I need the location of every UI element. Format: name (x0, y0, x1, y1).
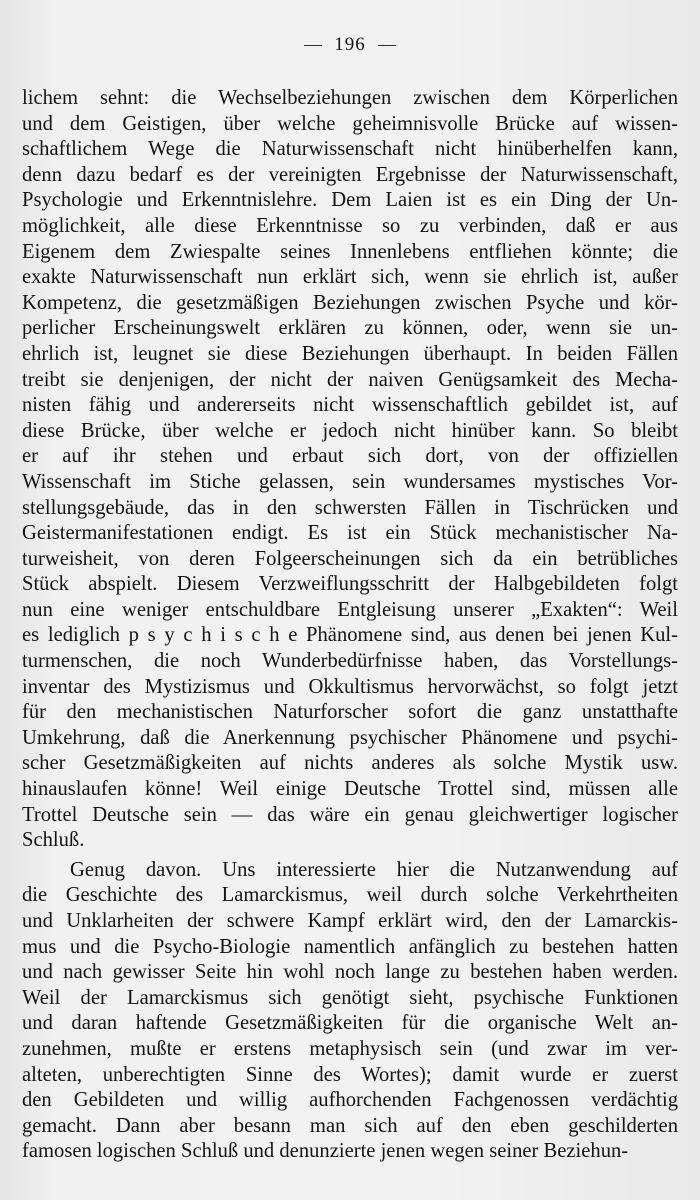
text-line: scher Gesetzmäßigkeiten auf nichts anderes als solche Mystik usw. (22, 752, 678, 775)
header-dash-right (378, 45, 396, 46)
text-line: famosen logischen Schluß und denunzierte jenen wegen seiner Beziehun- (22, 1140, 629, 1163)
text-line: und dem Geistigen, über welche geheimnisvolle Brücke auf wissen- (22, 112, 678, 135)
text-line: die Geschichte des Lamarckismus, weil durch solche Verkehrtheiten (22, 884, 678, 907)
text-line: und nach gewisser Seite hin wohl noch lange zu bestehen haben werden. (22, 961, 678, 984)
text-line: und Unklarheiten der schwere Kampf erklärt wird, den der Lamarckis- (22, 910, 678, 932)
paragraph (22, 86, 678, 854)
paragraph (22, 858, 678, 1165)
text-line: Umkehrung, daß die Anerkennung psychischer Phänomene und psychi- (22, 726, 678, 749)
text-line: schaftlichem Wege die Naturwissenschaft nicht hinüberhelfen kann, (22, 138, 678, 161)
text-line: turweisheit, von deren Folgeerscheinungen sich da ein betrübliches (22, 547, 678, 570)
text-line: diese Brücke, über welche er jedoch nicht hinüber kann. So bleibt (22, 419, 678, 442)
text-line: er auf ihr stehen und erbaut sich dort, von der offiziellen (22, 445, 678, 468)
text-line: exakte Naturwissenschaft nun erklärt sich, wenn sie ehrlich ist, außer (22, 266, 678, 289)
text-line: inventar des Mystizismus und Okkultismus hervorwächst, so folgt jetzt (22, 675, 678, 698)
text-line: den Gebildeten und willig aufhorchenden Fachgenossen verdächtig (22, 1089, 678, 1112)
text-line: nisten fähig und andererseits nicht wissenschaftlich gebildet ist, auf (22, 394, 678, 417)
text-line: und daran haftende Gesetzmäßigkeiten für die organische Welt an- (22, 1012, 678, 1035)
text-line: für den mechanistischen Naturforscher sofort die ganz unstatthafte (22, 701, 678, 724)
page-number: 196 (334, 34, 366, 55)
text-line: Kompetenz, die gesetzmäßigen Beziehungen zwischen Psyche und kör- (22, 291, 678, 314)
body-text (22, 86, 678, 1165)
page-header (0, 34, 700, 56)
text-line: möglichkeit, alle diese Erkenntnisse so zu verbinden, daß er aus (22, 214, 678, 237)
header-dash-left (304, 45, 322, 46)
text-line: Stück abspielt. Diesem Verzweiflungsschritt der Halbgebildeten folgt (22, 573, 678, 596)
text-line: Psychologie und Erkenntnislehre. Dem Laien ist es ein Ding der Un- (22, 189, 678, 212)
text-line: nun eine weniger entschuldbare Entgleisung unserer „Exakten“: Weil (22, 598, 678, 621)
text-line: treibt sie denjenigen, der nicht der naiven Genügsamkeit des Mecha- (22, 368, 678, 391)
text-line: Schluß. (22, 829, 85, 852)
text-line: lichem sehnt: die Wechselbeziehungen zwischen dem Körperlichen (22, 87, 678, 109)
text-line: gemacht. Dann aber besann man sich auf den eben geschilderten (22, 1114, 678, 1137)
text-line: Genug davon. Uns interessierte hier die Nutzanwendung auf (70, 858, 678, 881)
text-line: stellungsgebäude, das in den schwersten Fällen in Tischrücken und (22, 496, 678, 519)
text-line: es lediglich p s y c h i s c h e Phänomene sind, aus denen bei jenen Kul- (22, 624, 678, 647)
text-line: Wissenschaft im Stiche gelassen, sein wundersames mystisches Vor- (22, 470, 678, 493)
text-line: zunehmen, mußte er erstens metaphysisch sein (und zwar im ver- (22, 1037, 678, 1060)
text-line: Trottel Deutsche sein — das wäre ein genau gleichwertiger logischer (22, 803, 678, 826)
text-line: Eigenem dem Zwiespalte seines Innenlebens entfliehen könnte; die (22, 240, 678, 263)
text-line: hinauslaufen könne! Weil einige Deutsche Trottel sind, müssen alle (22, 778, 678, 801)
text-line: ehrlich ist, leugnet sie diese Beziehungen überhaupt. In beiden Fällen (22, 342, 678, 365)
text-line: denn dazu bedarf es der vereinigten Ergebnisse der Naturwissenschaft, (22, 163, 678, 186)
text-line: Geistermanifestationen endigt. Es ist ein Stück mechanistischer Na- (22, 522, 678, 545)
text-line: turmenschen, die noch Wunderbedürfnisse haben, das Vorstellungs- (22, 650, 678, 673)
text-line: Weil der Lamarckismus sich genötigt sieht, psychische Funktionen (22, 986, 678, 1009)
text-line: mus und die Psycho-Biologie namentlich anfänglich zu bestehen hatten (22, 935, 678, 958)
text-line: perlicher Erscheinungswelt erklären zu können, oder, wenn sie un- (22, 317, 678, 340)
text-line: alteten, unberechtigten Sinne des Wortes); damit wurde er zuerst (22, 1063, 678, 1086)
